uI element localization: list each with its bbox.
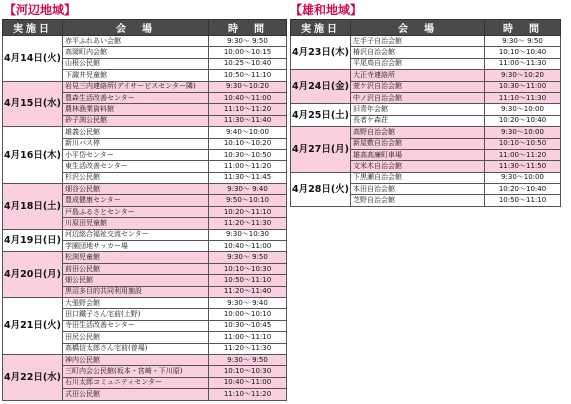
venue-cell: 寺田生活改善センター — [63, 320, 209, 331]
time-cell: 10:25～10:40 — [209, 58, 287, 69]
date-cell: 4月27日(月) — [291, 127, 351, 173]
date-cell: 4月20日(月) — [3, 252, 63, 298]
date-cell: 4月25日(土) — [291, 104, 351, 127]
venue-cell: 畑谷公民館 — [63, 184, 209, 195]
venue-cell: 田口鐵子さん宅前(上野) — [63, 309, 209, 320]
venue-cell: 黒沼多目的共同利用施設 — [63, 286, 209, 297]
venue-cell: 戸島ふるさとセンター — [63, 206, 209, 217]
date-cell: 4月21日(火) — [3, 297, 63, 354]
time-cell: 11:20～11:40 — [209, 286, 287, 297]
time-cell: 10:00～10:10 — [209, 309, 287, 320]
schedule-row — [291, 70, 561, 81]
venue-cell: 高野自治会館 — [351, 127, 485, 138]
venue-cell: 小平岱センター — [63, 149, 209, 160]
yuwa-region-title: 【雄和地域】 — [290, 3, 363, 17]
time-cell: 10:00～10:15 — [209, 47, 287, 58]
venue-cell: 岩見三内連絡所(デイサービスセンター隣) — [63, 81, 209, 92]
date-cell: 4月22日(水) — [3, 354, 63, 400]
kawabe-schedule-body — [3, 36, 287, 401]
date-cell: 4月14日(火) — [3, 36, 63, 82]
time-cell: 9:30～ 9:40 — [209, 297, 287, 308]
venue-cell: 中ノ沢自治会館 — [351, 92, 485, 103]
venue-cell: 長者ケ森荘 — [351, 115, 485, 126]
schedule-row — [291, 172, 561, 183]
schedule-row — [3, 184, 287, 195]
venue-header: 会 場 — [351, 20, 485, 36]
venue-cell: 下黒瀬自治会館 — [351, 172, 485, 183]
time-cell: 11:20～11:30 — [209, 218, 287, 229]
venue-cell: 大正寺連絡所 — [351, 70, 485, 81]
date-cell: 4月19日(日) — [3, 229, 63, 252]
venue-cell: 杉沢公民館 — [63, 172, 209, 183]
venue-cell: 雄義公民館 — [63, 127, 209, 138]
time-cell: 9:30～ 9:50 — [485, 36, 561, 47]
schedule-row — [291, 36, 561, 47]
venue-cell: 石川太郎コミュニティセンター — [63, 377, 209, 388]
time-cell: 9:30～10:00 — [485, 127, 561, 138]
date-header: 実施日 — [3, 20, 63, 36]
venue-cell: 平尾鳥自治会館 — [351, 58, 485, 69]
time-cell: 10:20～11:10 — [209, 206, 287, 217]
venue-cell: 畑公民館 — [63, 275, 209, 286]
time-cell: 10:20～10:40 — [485, 184, 561, 195]
time-cell: 10:30～10:45 — [209, 320, 287, 331]
time-cell: 9:30～10:20 — [209, 81, 287, 92]
schedule-row — [3, 354, 287, 365]
time-header: 時 間 — [485, 20, 561, 36]
time-cell: 10:50～11:10 — [209, 70, 287, 81]
time-cell: 9:30～ 9:50 — [209, 252, 287, 263]
time-cell: 11:10～11:20 — [209, 104, 287, 115]
venue-cell: 学園団地サッカー場 — [63, 241, 209, 252]
schedule-row — [3, 297, 287, 308]
venue-cell: 新川バス停 — [63, 138, 209, 149]
date-cell: 4月28日(火) — [291, 172, 351, 206]
venue-cell: 田尻公民館 — [63, 332, 209, 343]
time-cell: 9:50～10:10 — [209, 195, 287, 206]
time-cell: 11:00～11:10 — [209, 332, 287, 343]
time-cell: 10:10～10:50 — [485, 138, 561, 149]
yuwa-header-row — [291, 20, 561, 36]
time-cell: 11:10～11:30 — [485, 92, 561, 103]
venue-cell: 式田公民館 — [63, 389, 209, 400]
schedule-row — [3, 36, 287, 47]
venue-cell: 文米木自治会館 — [351, 161, 485, 172]
time-cell: 11:00～11:20 — [209, 161, 287, 172]
time-cell: 10:40～11:00 — [209, 377, 287, 388]
venue-cell: 東生活改善センター — [63, 161, 209, 172]
time-cell: 10:30～11:00 — [485, 81, 561, 92]
time-cell: 10:50～11:10 — [209, 275, 287, 286]
time-cell: 9:40～10:00 — [209, 127, 287, 138]
schedule-row — [291, 104, 561, 115]
schedule-row — [3, 127, 287, 138]
time-cell: 11:30～11:40 — [209, 115, 287, 126]
yuwa-schedule-table — [290, 19, 561, 207]
date-cell: 4月23日(木) — [291, 36, 351, 70]
venue-cell: 三町内会公民館(坂本・宮崎・下川原) — [63, 366, 209, 377]
time-cell: 10:10～10:40 — [485, 47, 561, 58]
time-cell: 10:10～10:30 — [209, 263, 287, 274]
yuwa-schedule-body — [291, 36, 561, 207]
time-cell: 9:30～ 9:50 — [209, 36, 287, 47]
venue-cell: 高橋信太郎さん宅前(曽場) — [63, 343, 209, 354]
venue-cell: 萱ケ沢自治会館 — [351, 81, 485, 92]
time-cell: 11:00～11:20 — [485, 149, 561, 160]
venue-cell: 旧青年会館 — [351, 104, 485, 115]
time-cell: 9:30～10:20 — [485, 70, 561, 81]
time-cell: 9:30～10:00 — [485, 172, 561, 183]
time-cell: 10:10～10:20 — [209, 138, 287, 149]
venue-cell: 河辺総合福祉交流センター — [63, 229, 209, 240]
date-header: 実施日 — [291, 20, 351, 36]
venue-cell: 神内公民館 — [63, 354, 209, 365]
kawabe-header-row — [3, 20, 287, 36]
venue-cell: 椿沢自治会館 — [351, 47, 485, 58]
date-cell: 4月15日(水) — [3, 81, 63, 127]
venue-cell: 新屋敷自治会館 — [351, 138, 485, 149]
time-cell: 10:20～10:40 — [485, 115, 561, 126]
venue-cell: 農林漁業資料館 — [63, 104, 209, 115]
schedule-row — [3, 229, 287, 240]
time-cell: 11:00～11:30 — [485, 58, 561, 69]
time-cell: 10:10～10:30 — [209, 366, 287, 377]
kawabe-region-title: 【河辺地域】 — [4, 3, 77, 17]
venue-cell: 砂子渕公民館 — [63, 115, 209, 126]
time-header: 時 間 — [209, 20, 287, 36]
venue-cell: 左手子自治会館 — [351, 36, 485, 47]
venue-cell: 前田公民館 — [63, 263, 209, 274]
venue-cell: 高岡町内会館 — [63, 47, 209, 58]
venue-cell: 下諏井児童館 — [63, 70, 209, 81]
venue-cell: 大張野会館 — [63, 297, 209, 308]
venue-cell: 山根公民館 — [63, 58, 209, 69]
time-cell: 11:20～11:30 — [209, 343, 287, 354]
time-cell: 9:30～ 9:40 — [209, 184, 287, 195]
schedule-row — [3, 81, 287, 92]
time-cell: 9:30～10:00 — [485, 104, 561, 115]
venue-cell: 松渕児童館 — [63, 252, 209, 263]
date-cell: 4月16日(木) — [3, 127, 63, 184]
venue-cell: 豊成健康センター — [63, 195, 209, 206]
time-cell: 9:30～ 9:50 — [209, 354, 287, 365]
venue-cell: 雄高高廉町車場 — [351, 149, 485, 160]
time-cell: 10:50～11:10 — [485, 195, 561, 206]
venue-cell: 豊森生活改善センター — [63, 92, 209, 103]
time-cell: 9:30～10:30 — [209, 229, 287, 240]
schedule-row — [3, 252, 287, 263]
date-cell: 4月24日(金) — [291, 70, 351, 104]
time-cell: 11:30～11:45 — [209, 172, 287, 183]
time-cell: 11:10～11:20 — [209, 389, 287, 400]
time-cell: 10:40～11:00 — [209, 92, 287, 103]
kawabe-schedule-table — [2, 19, 287, 401]
venue-cell: 赤平ふれあい会館 — [63, 36, 209, 47]
time-cell: 11:30～11:50 — [485, 161, 561, 172]
venue-cell: 本田自治会館 — [351, 184, 485, 195]
time-cell: 10:30～10:50 — [209, 149, 287, 160]
schedule-row — [291, 127, 561, 138]
venue-header: 会 場 — [63, 20, 209, 36]
date-cell: 4月18日(土) — [3, 184, 63, 230]
venue-cell: 芝野自治会館 — [351, 195, 485, 206]
time-cell: 10:40～11:00 — [209, 241, 287, 252]
venue-cell: 川原田児童館 — [63, 218, 209, 229]
